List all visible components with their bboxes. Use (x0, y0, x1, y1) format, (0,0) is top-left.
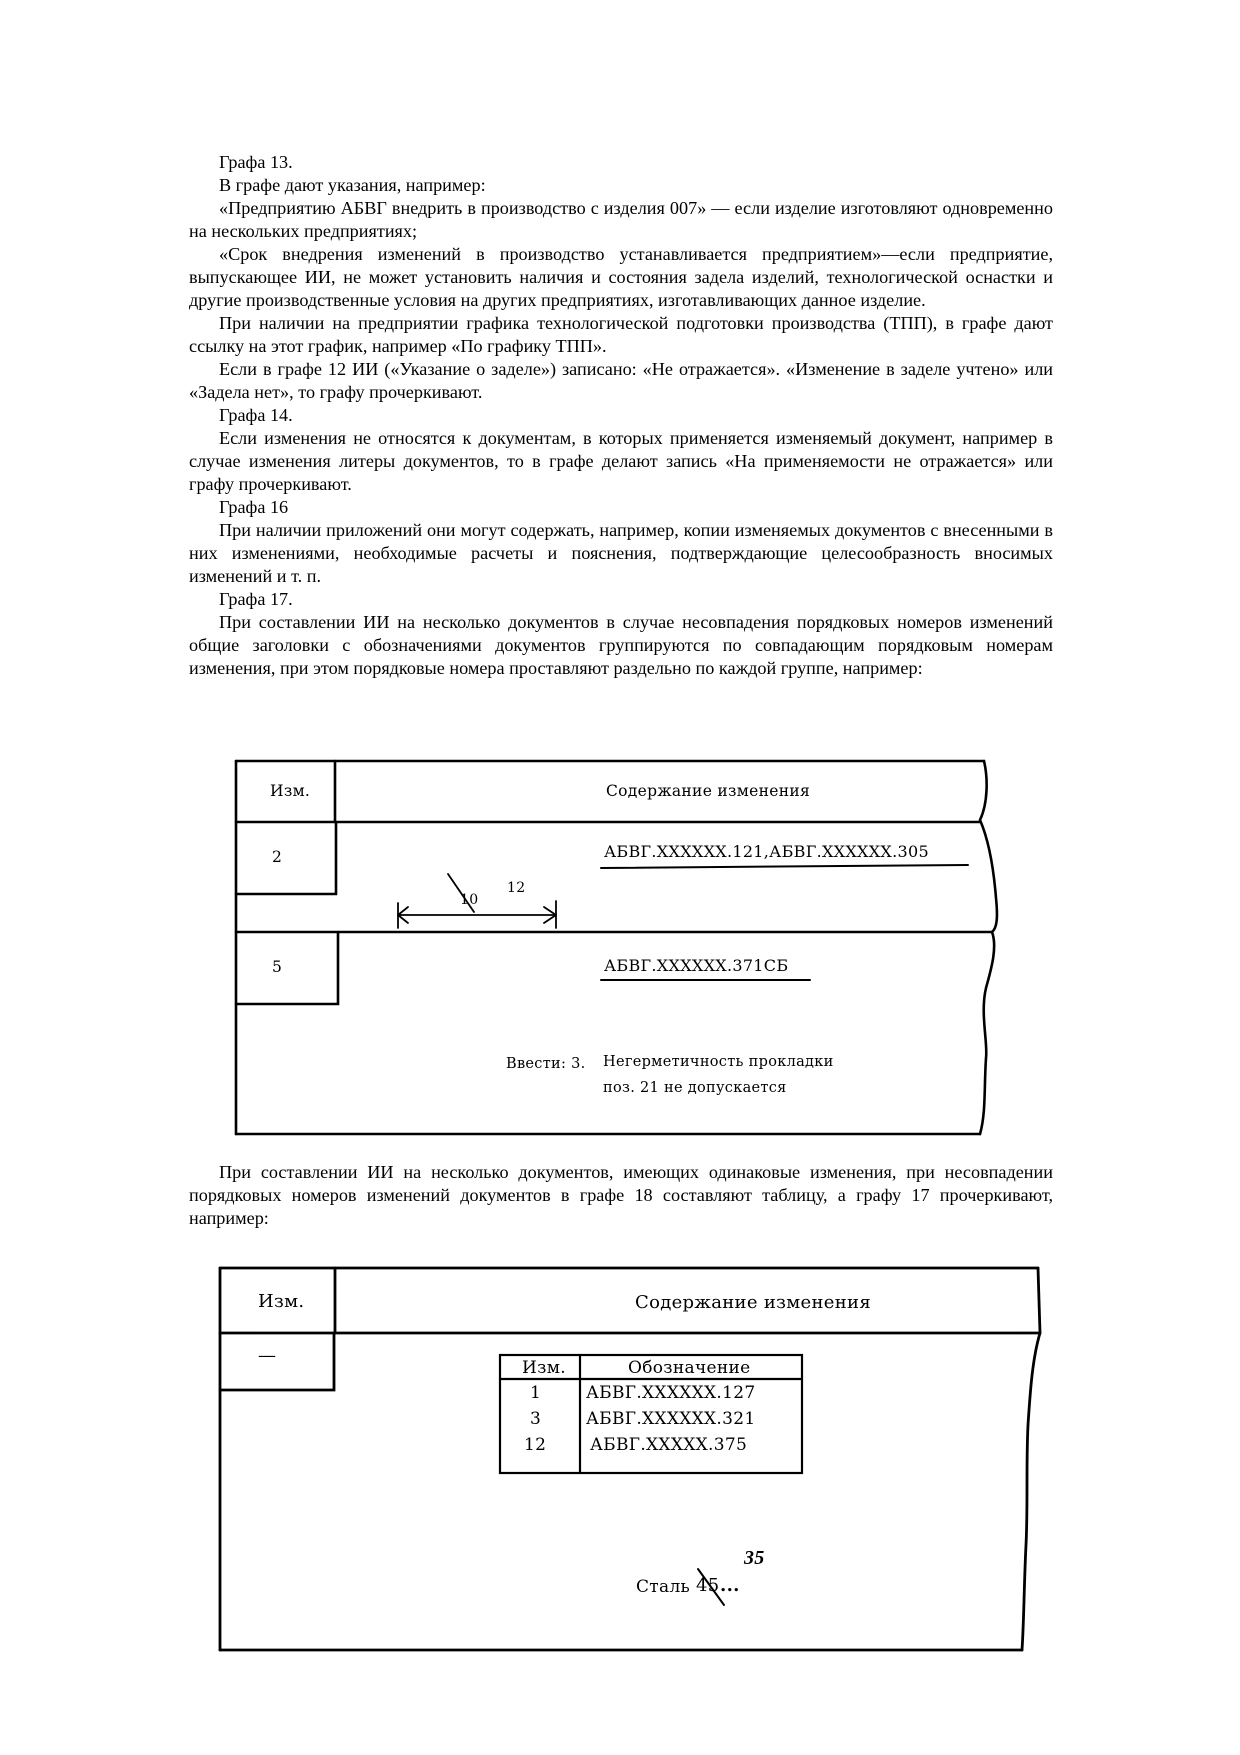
paragraph: В графе дают указания, например: (219, 175, 486, 195)
paragraph: Если в графе 12 ИИ («Указание о заделе») записано: «Не отражается». «Изменение в заделе учтено» или «Задела нет», то графу прочеркивают. (189, 359, 1053, 402)
inner-table-cell: АБВГ.XXXXX.375 (590, 1435, 748, 1455)
inner-table-header: Обозначение (628, 1358, 751, 1378)
dimension-old-value: 10 (460, 892, 479, 908)
figure-2-change-form (210, 1265, 1050, 1655)
new-value: 35 (744, 1547, 765, 1569)
column-header-izm: Изм. (258, 1291, 305, 1312)
inner-table-header: Изм. (522, 1358, 566, 1378)
column-header-content: Содержание изменения (606, 782, 811, 800)
inner-table-cell: 1 (530, 1383, 542, 1403)
paragraph: При наличии приложений они могут содержать, например, копии изменяемых документов с внесенными в них изменениями, необходимые расчеты и пояснения, подтверждающие целесообразность вносимых изменений и т. п. (189, 520, 1053, 586)
paragraph: Графа 13. (219, 152, 293, 172)
inner-table-cell: 3 (530, 1409, 542, 1429)
figure-1-change-form (228, 758, 1008, 1143)
row-change-number: — (258, 1345, 277, 1366)
enter-label: Ввести: 3. (506, 1056, 586, 1072)
inner-table-cell: 12 (524, 1435, 547, 1455)
paragraph: При составлении ИИ на несколько документов, имеющих одинаковые изменения, при несовпадении порядковых номеров изменений документов в графе 18 составляют таблицу, а графу 17 прочеркивают, например: (189, 1162, 1053, 1228)
paragraph: Если изменения не относятся к документам, в которых применяется изменяемый документ, например в случае изменения литеры документов, то в графе делают запись «На применяемости не отражается» или графу прочеркивают. (189, 428, 1053, 494)
row-change-number: 2 (272, 848, 283, 866)
column-header-content: Содержание изменения (635, 1292, 871, 1313)
dimension-new-value: 12 (507, 880, 526, 896)
old-value: 45 (696, 1575, 720, 1596)
inner-table-cell: АБВГ.XXXXXX.321 (586, 1409, 756, 1429)
document-designation: АБВГ.XXXXXX.121,АБВГ.XXXXXX.305 (604, 842, 929, 861)
paragraph: «Срок внедрения изменений в производство устанавливается предприятием»—если предприятие, выпускающее ИИ, не может установить наличия и состояния задела изделий, технологической оснастки и другие производственные условия на других предприятиях, изготавливающих данное изделие. (189, 244, 1053, 310)
figure-2-frame (210, 1265, 1050, 1655)
paragraph: При наличии на предприятии графика технологической подготовки производства (ТПП), в графе дают ссылку на этот график, например «По графику ТПП». (189, 313, 1053, 356)
row-change-number: 5 (272, 958, 283, 976)
body-text-middle (189, 1161, 1053, 1230)
document-designation: АБВГ.XXXXXX.371СБ (604, 956, 789, 975)
paragraph: Графа 14. (219, 405, 293, 425)
paragraph: «Предприятию АБВГ внедрить в производство с изделия 007» — если изделие изготовляют одновременно на нескольких предприятиях; (189, 198, 1053, 241)
inner-table-cell: АБВГ.XXXXXX.127 (586, 1383, 756, 1403)
material-label: Сталь (636, 1577, 691, 1597)
column-header-izm: Изм. (270, 782, 311, 800)
paragraph: Графа 17. (219, 589, 293, 609)
paragraph: При составлении ИИ на несколько документов в случае несовпадения порядковых номеров изменений общие заголовки с обозначениями документов группируются по совпадающим порядковым номерам изменения, при этом порядковые номера проставляют раздельно по каждой группе, например: (189, 612, 1053, 678)
enter-text-line-2: поз. 21 не допускается (603, 1080, 787, 1096)
enter-text-line-1: Негерметичность прокладки (603, 1054, 834, 1070)
paragraph: Графа 16 (219, 497, 289, 517)
body-text-top (189, 151, 1053, 680)
ellipsis: ... (720, 1575, 740, 1596)
